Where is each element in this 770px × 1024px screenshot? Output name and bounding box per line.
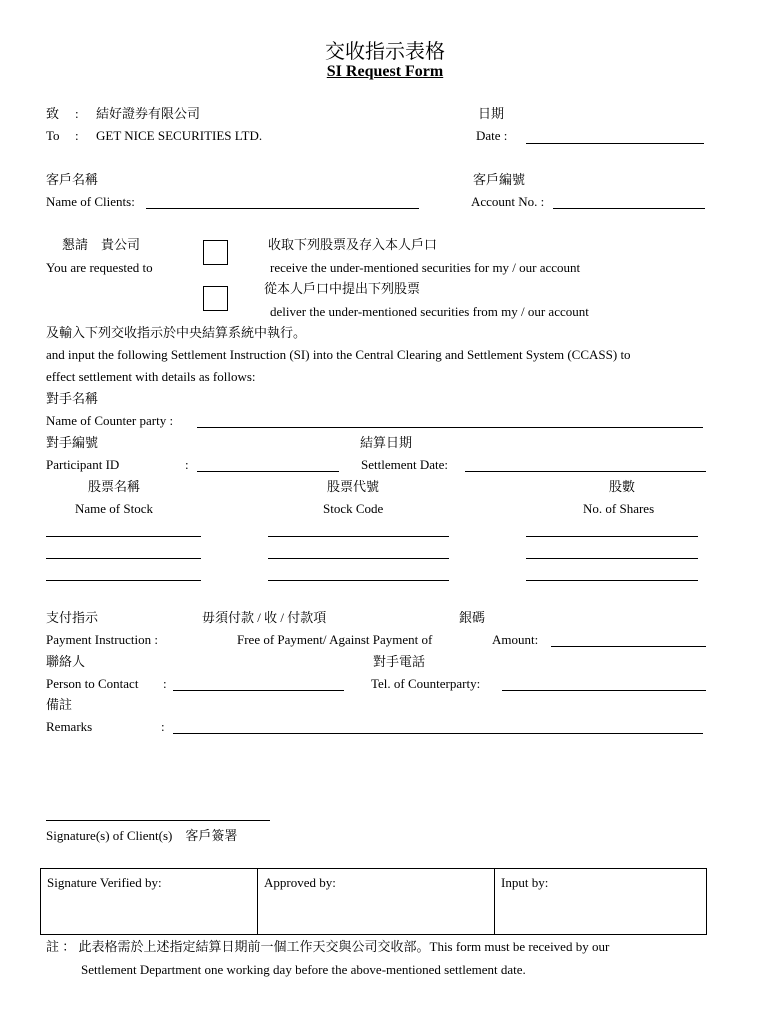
stock-name-field-2[interactable] <box>46 558 201 559</box>
input-by-label: Input by: <box>501 875 549 890</box>
account-field[interactable] <box>553 208 705 209</box>
participant-id-field[interactable] <box>197 471 339 472</box>
counterparty-name-label-zh: 對手名稱 <box>46 391 99 406</box>
date-label-en: Date : <box>476 128 508 143</box>
office-use-table <box>40 868 707 935</box>
client-name-label-zh: 客戶名稱 <box>46 172 99 187</box>
to-colon-zh: : <box>75 106 79 121</box>
deliver-option-en: deliver the under-mentioned securities from my / our account <box>270 304 589 319</box>
company-name-zh: 結好證券有限公司 <box>96 106 201 121</box>
approved-by-label: Approved by: <box>264 875 336 890</box>
payment-options-en: Free of Payment/ Against Payment of <box>237 632 433 647</box>
approved-by-cell[interactable] <box>258 869 495 935</box>
receive-option-en: receive the under-mentioned securities for my / our account <box>270 260 581 275</box>
deliver-option-zh: 從本人戶口中提出下列股票 <box>264 281 421 296</box>
shares-header-zh: 股數 <box>609 479 636 494</box>
stock-code-field-3[interactable] <box>268 580 449 581</box>
remarks-label-en: Remarks <box>46 719 93 734</box>
client-name-label-en: Name of Clients: <box>46 194 135 209</box>
shares-field-3[interactable] <box>526 580 698 581</box>
client-signature-line[interactable] <box>46 820 270 821</box>
settlement-date-field[interactable] <box>465 471 706 472</box>
note-line-2: Settlement Department one working day before the above-mentioned settlement date. <box>81 962 526 977</box>
stock-code-header-en: Stock Code <box>323 501 384 516</box>
request-label-en: You are requested to <box>46 260 153 275</box>
remarks-field[interactable] <box>173 733 703 734</box>
settlement-date-label-en: Settlement Date: <box>361 457 449 472</box>
deliver-checkbox[interactable] <box>203 286 228 311</box>
input-by-cell[interactable] <box>495 869 707 935</box>
payment-label-en: Payment Instruction : <box>46 632 158 647</box>
stock-name-field-3[interactable] <box>46 580 201 581</box>
counterparty-name-field[interactable] <box>197 427 703 428</box>
amount-label-en: Amount: <box>492 632 539 647</box>
request-label-zh: 懇請 貴公司 <box>62 237 141 252</box>
remarks-colon: : <box>161 719 165 734</box>
settlement-date-label-zh: 結算日期 <box>360 435 413 450</box>
to-label-zh: 致 <box>46 106 60 121</box>
stock-name-field-1[interactable] <box>46 536 201 537</box>
signature-verified-cell[interactable] <box>41 869 258 935</box>
account-label-en: Account No. : <box>471 194 545 209</box>
to-colon-en: : <box>75 128 79 143</box>
date-field[interactable] <box>526 143 704 144</box>
shares-header-en: No. of Shares <box>583 501 655 516</box>
signature-verified-label: Signature Verified by: <box>47 875 162 890</box>
form-title-zh: 交收指示表格 <box>325 41 445 63</box>
counterparty-tel-field[interactable] <box>502 690 706 691</box>
note-line-1: 註 ： 此表格需於上述指定結算日期前一個工作天交與公司交收部。This form must be received by our <box>46 939 610 954</box>
receive-checkbox[interactable] <box>203 240 228 265</box>
contact-person-field[interactable] <box>173 690 344 691</box>
participant-id-label-zh: 對手編號 <box>46 435 99 450</box>
date-label-zh: 日期 <box>478 106 505 121</box>
shares-field-1[interactable] <box>526 536 698 537</box>
participant-id-colon: : <box>185 457 189 472</box>
amount-label-zh: 銀碼 <box>459 610 486 625</box>
contact-person-label-en: Person to Contact <box>46 676 139 691</box>
instruction-text-en-1: and input the following Settlement Instruction (SI) into the Central Clearing and Settlement System (CCASS) to <box>46 347 631 362</box>
remarks-label-zh: 備註 <box>46 697 73 712</box>
receive-option-zh: 收取下列股票及存入本人戶口 <box>268 237 438 252</box>
account-label-zh: 客戶編號 <box>473 172 526 187</box>
counterparty-name-label-en: Name of Counter party : <box>46 413 174 428</box>
stock-code-field-1[interactable] <box>268 536 449 537</box>
to-label-en: To <box>46 128 60 143</box>
instruction-text-en-2: effect settlement with details as follows: <box>46 369 256 384</box>
stock-code-header-zh: 股票代號 <box>327 479 380 494</box>
payment-label-zh: 支付指示 <box>46 610 99 625</box>
contact-person-colon: : <box>163 676 167 691</box>
amount-field[interactable] <box>551 646 706 647</box>
stock-name-header-en: Name of Stock <box>75 501 153 516</box>
client-signature-label: Signature(s) of Client(s) 客戶簽署 <box>46 828 238 843</box>
payment-options-zh: 毋須付款 / 收 / 付款項 <box>202 610 327 625</box>
stock-name-header-zh: 股票名稱 <box>88 479 141 494</box>
company-name-en: GET NICE SECURITIES LTD. <box>96 128 263 143</box>
participant-id-label-en: Participant ID <box>46 457 120 472</box>
shares-field-2[interactable] <box>526 558 698 559</box>
form-title-en: SI Request Form <box>326 63 444 80</box>
counterparty-tel-label-zh: 對手電話 <box>373 654 426 669</box>
instruction-text-zh: 及輸入下列交收指示於中央結算系統中執行。 <box>46 325 307 340</box>
client-name-field[interactable] <box>146 208 419 209</box>
counterparty-tel-label-en: Tel. of Counterparty: <box>371 676 481 691</box>
contact-person-label-zh: 聯絡人 <box>46 654 86 669</box>
stock-code-field-2[interactable] <box>268 558 449 559</box>
